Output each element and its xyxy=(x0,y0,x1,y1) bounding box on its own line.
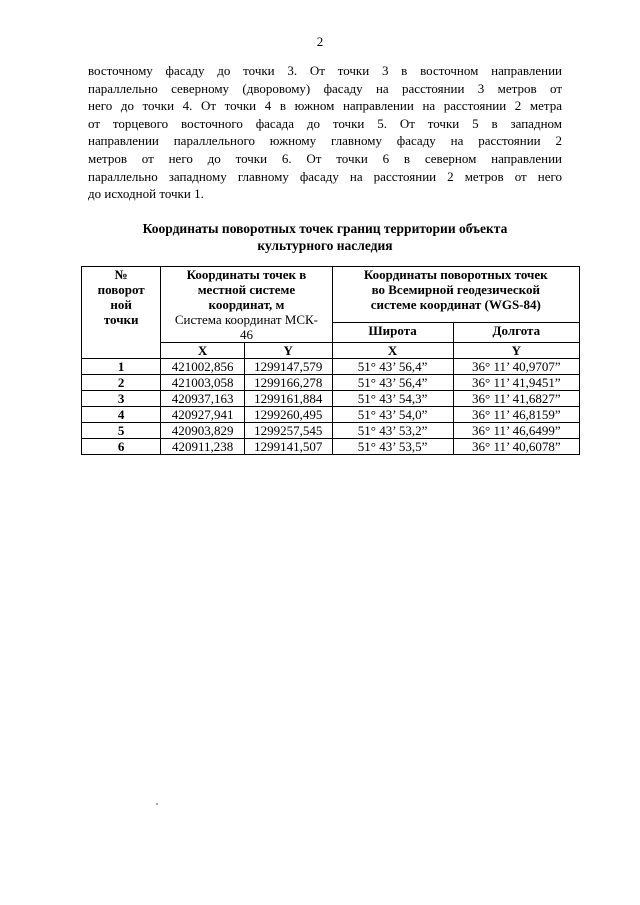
heading-line: культурного наследия xyxy=(257,238,393,253)
point-number: 6 xyxy=(82,439,161,455)
coordinate-system-label: Система координат МСК- xyxy=(174,312,318,327)
body-line: параллельно западному главному фасаду на расстоянии 2 метров от него xyxy=(88,168,562,184)
body-line: метров от него до точки 6. От точки 6 в северном направлении xyxy=(88,150,562,166)
axis-y-header: Y xyxy=(244,343,332,359)
local-coords-header xyxy=(161,267,332,343)
point-number-header xyxy=(82,267,161,359)
header-text: поворот xyxy=(97,282,145,297)
table-row xyxy=(82,407,580,423)
axis-y-header: Y xyxy=(453,343,579,359)
longitude-header: Долгота xyxy=(453,323,579,343)
cell-y: 1299166,278 xyxy=(244,375,332,391)
body-line: восточному фасаду до точки 3. От точки 3 в восточном направлении xyxy=(88,63,562,78)
table-row xyxy=(82,423,580,439)
cell-y: 1299260,495 xyxy=(244,407,332,423)
cell-x: 421002,856 xyxy=(161,359,245,375)
header-text: Координаты поворотных точек xyxy=(363,267,548,282)
coordinate-system-label: 46 xyxy=(239,327,253,342)
point-number: 3 xyxy=(82,391,161,407)
header-row xyxy=(82,267,580,323)
cell-longitude: 36° 11’ 46,6499” xyxy=(453,423,579,439)
table-row xyxy=(82,359,580,375)
cell-y: 1299141,507 xyxy=(244,439,332,455)
header-text: Координаты точек в xyxy=(186,267,307,282)
wgs-coords-header xyxy=(332,267,579,323)
scan-speck xyxy=(156,803,158,805)
cell-y: 1299161,884 xyxy=(244,391,332,407)
header-text: во Всемирной геодезической xyxy=(371,282,540,297)
cell-latitude: 51° 43’ 56,4” xyxy=(332,359,453,375)
cell-longitude: 36° 11’ 41,6827” xyxy=(453,391,579,407)
cell-x: 421003,058 xyxy=(161,375,245,391)
axis-x-header: X xyxy=(332,343,453,359)
table-heading xyxy=(88,220,562,254)
cell-longitude: 36° 11’ 41,9451” xyxy=(453,375,579,391)
cell-latitude: 51° 43’ 54,0” xyxy=(332,407,453,423)
header-text: № xyxy=(114,267,128,282)
cell-longitude: 36° 11’ 46,8159” xyxy=(453,407,579,423)
cell-longitude: 36° 11’ 40,9707” xyxy=(453,359,579,375)
cell-latitude: 51° 43’ 56,4” xyxy=(332,375,453,391)
header-text: ной xyxy=(110,297,132,312)
cell-y: 1299147,579 xyxy=(244,359,332,375)
body-line: него до точки 4. От точки 4 в южном направлении на расстоянии 2 метра xyxy=(88,98,562,114)
cell-latitude: 51° 43’ 54,3” xyxy=(332,391,453,407)
point-number: 5 xyxy=(82,423,161,439)
cell-x: 420937,163 xyxy=(161,391,245,407)
header-text: местной системе xyxy=(197,282,296,297)
coordinates-table xyxy=(81,266,580,455)
header-text: координат, м xyxy=(208,297,285,312)
body-line: до исходной точки 1. xyxy=(88,186,204,202)
cell-y: 1299257,545 xyxy=(244,423,332,439)
header-text: системе координат (WGS-84) xyxy=(370,297,541,312)
table-row xyxy=(82,391,580,407)
table-row xyxy=(82,375,580,391)
table-row xyxy=(82,439,580,455)
cell-x: 420927,941 xyxy=(161,407,245,423)
latitude-header: Широта xyxy=(332,323,453,343)
heading-line: Координаты поворотных точек границ территории объекта xyxy=(142,221,508,236)
point-number: 2 xyxy=(82,375,161,391)
body-line: направлении параллельного южному главному фасаду на расстоянии 2 xyxy=(88,133,562,149)
body-line: от торцевого восточного фасада до точки 5. От точки 5 в западном xyxy=(88,115,562,131)
cell-latitude: 51° 43’ 53,2” xyxy=(332,423,453,439)
point-number: 4 xyxy=(82,407,161,423)
point-number: 1 xyxy=(82,359,161,375)
cell-x: 420911,238 xyxy=(161,439,245,455)
body-line: параллельно северному (дворовому) фасаду на расстоянии 3 метров от xyxy=(88,80,562,96)
body-paragraph xyxy=(88,62,562,203)
cell-x: 420903,829 xyxy=(161,423,245,439)
axis-x-header: X xyxy=(161,343,245,359)
header-text: точки xyxy=(103,312,139,327)
page-number: 2 xyxy=(316,34,324,49)
cell-latitude: 51° 43’ 53,5” xyxy=(332,439,453,455)
cell-longitude: 36° 11’ 40,6078” xyxy=(453,439,579,455)
